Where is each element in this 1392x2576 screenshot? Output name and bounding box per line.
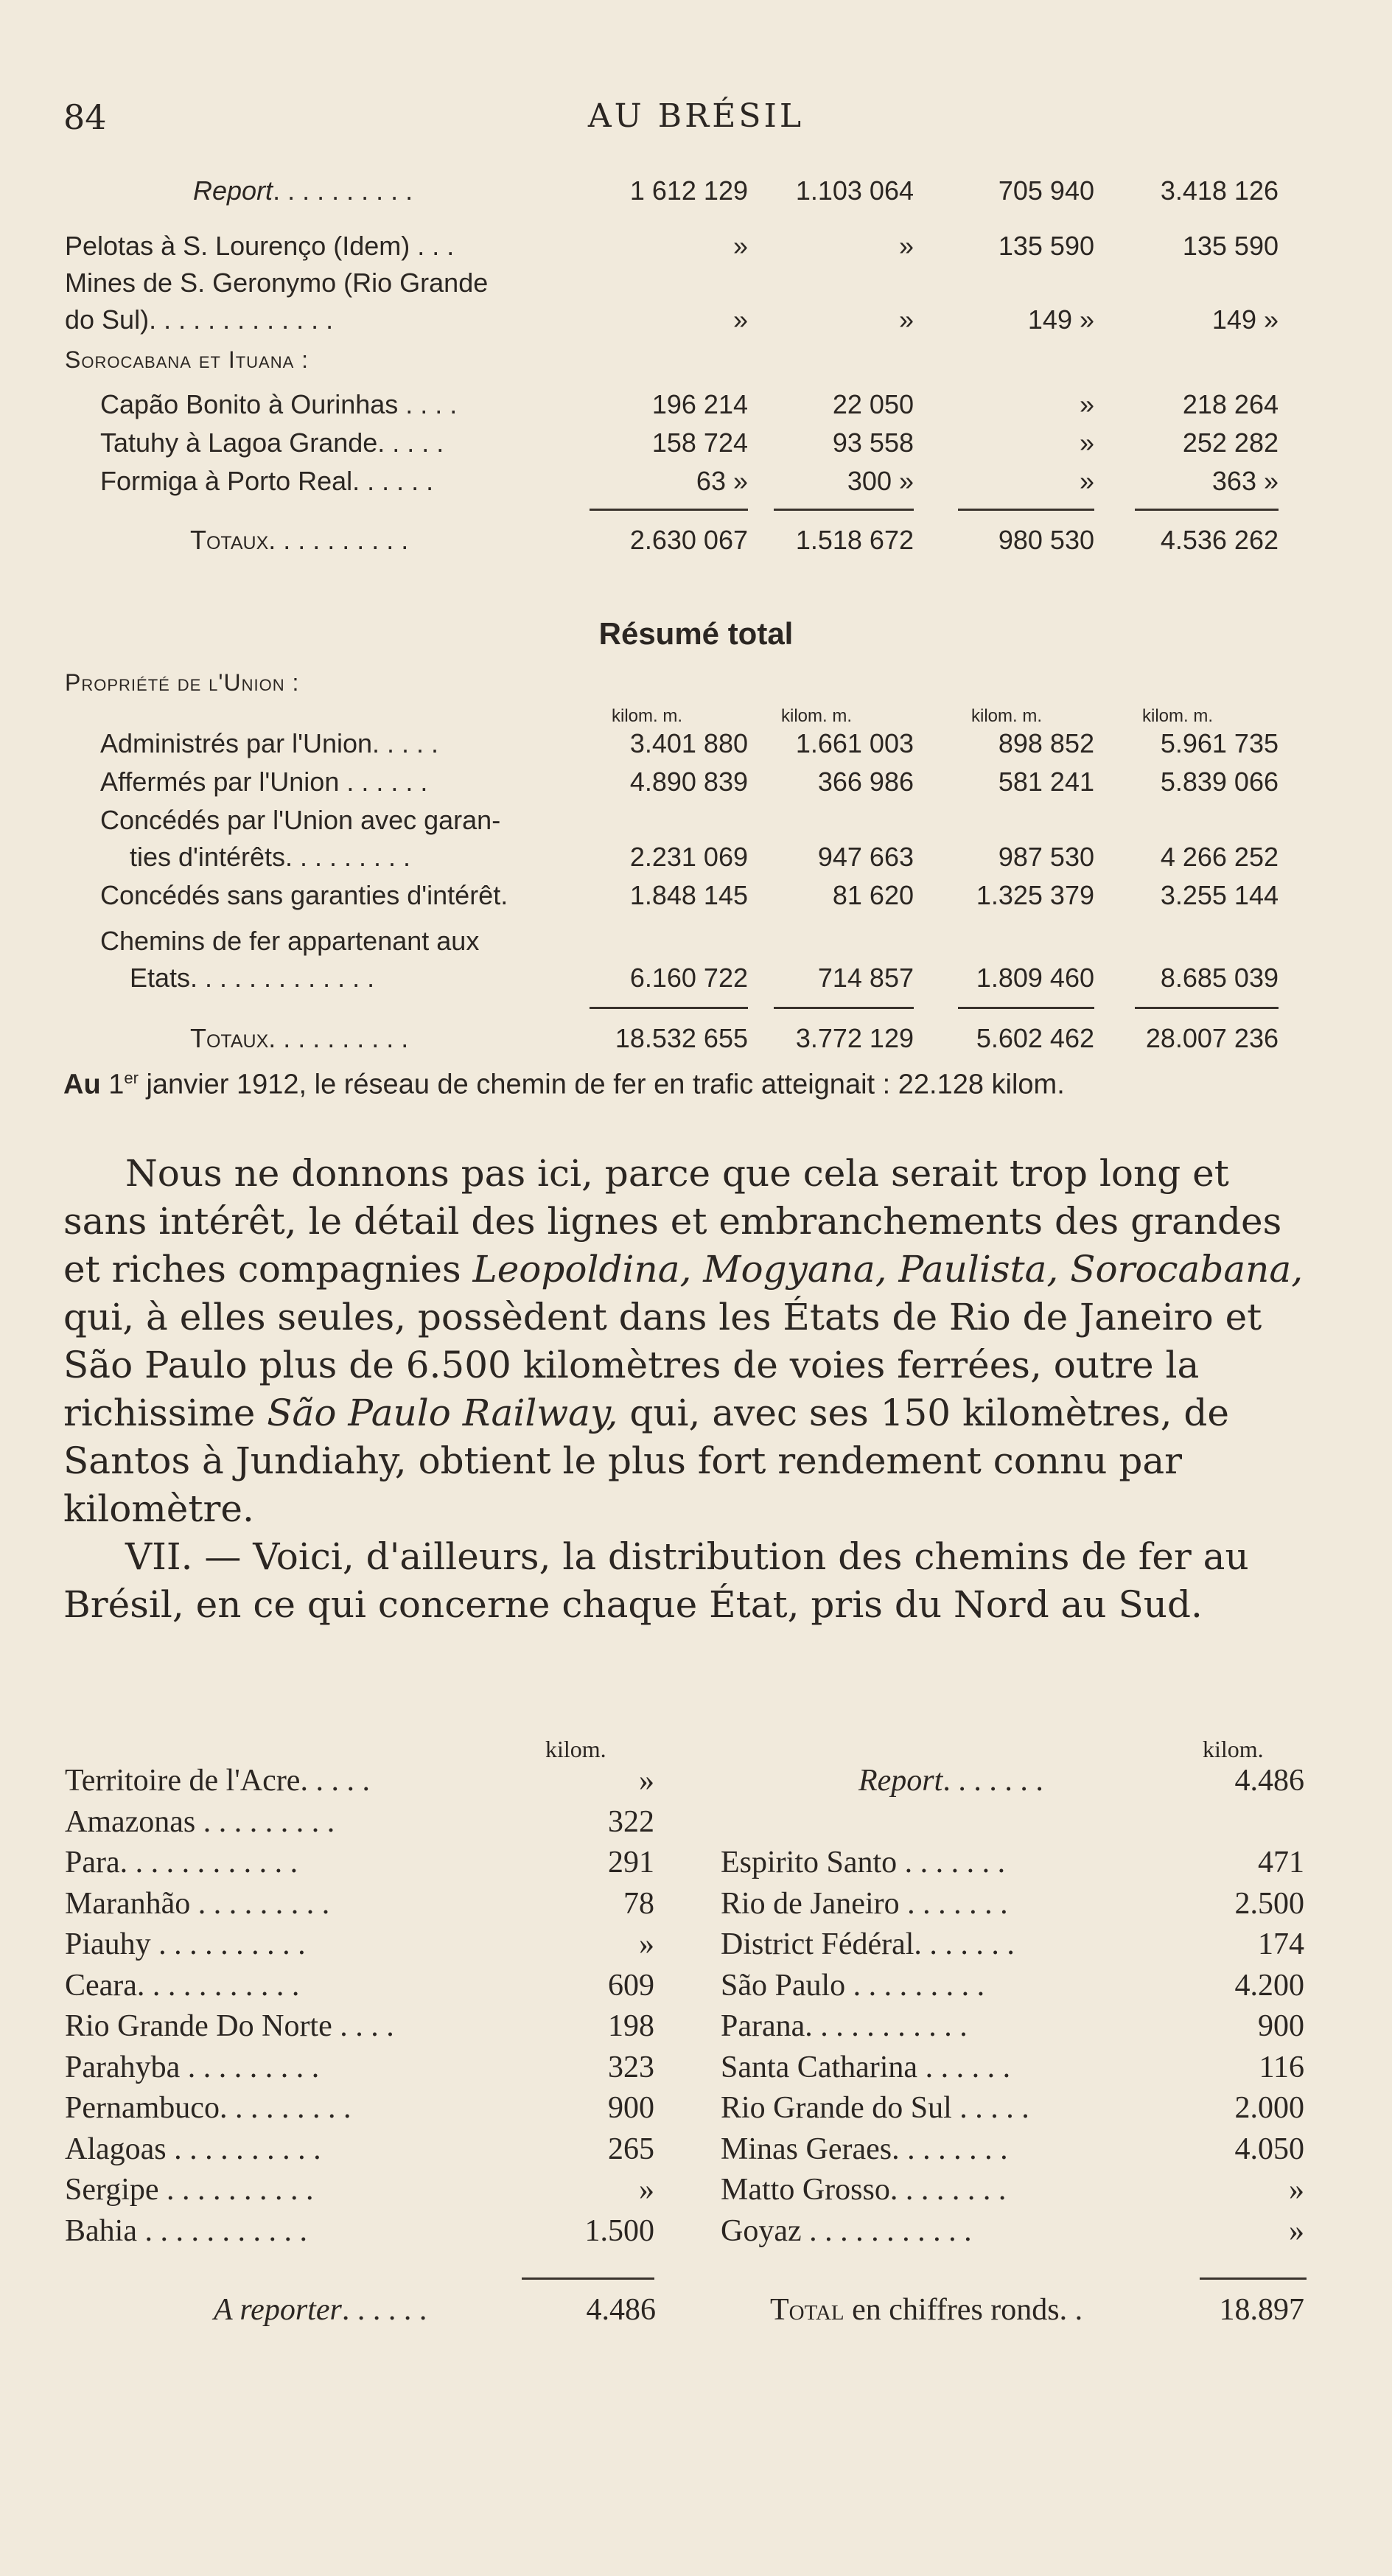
state-row xyxy=(721,1886,1304,1927)
state-name: Rio Grande do Sul . . . . . xyxy=(721,2091,1029,2125)
table-cell: 705 940 xyxy=(998,175,1094,206)
row-label: Affermés par l'Union . . . . . . xyxy=(100,767,428,797)
table-cell: 1 612 129 xyxy=(629,175,748,206)
state-row xyxy=(65,2090,654,2131)
table-cell: 196 214 xyxy=(651,389,748,419)
table-cell: 149 » xyxy=(1027,304,1094,335)
state-km: 2.500 xyxy=(1234,1886,1304,1921)
page-number: 84 xyxy=(63,97,107,137)
table-row xyxy=(0,304,1392,341)
table-row xyxy=(0,466,1392,503)
state-name: Ceara. . . . . . . . . . . xyxy=(65,1968,300,2003)
table-cell: 1.848 145 xyxy=(629,880,748,910)
sum-rule xyxy=(522,2277,654,2280)
state-km: 291 xyxy=(608,1846,654,1879)
table-row xyxy=(0,427,1392,464)
state-name: District Fédéral. . . . . . . xyxy=(721,1927,1015,1961)
totals-label: Totaux xyxy=(190,1023,269,1053)
state-km: 322 xyxy=(608,1804,654,1839)
table-cell: 1.325 379 xyxy=(976,880,1094,910)
table-cell: 4 266 252 xyxy=(1160,842,1279,872)
table-cell: 5.961 735 xyxy=(1160,728,1279,758)
state-name: Espirito Santo . . . . . . . xyxy=(721,1846,1006,1879)
row-label: Mines de S. Geronymo (Rio Grande xyxy=(65,268,489,298)
state-name: Matto Grosso. . . . . . . . xyxy=(721,2173,1007,2207)
totals-label: Totaux xyxy=(190,525,269,555)
state-row xyxy=(65,2008,654,2049)
sum-rule xyxy=(1135,509,1279,511)
table-cell: 135 590 xyxy=(1182,231,1279,261)
state-row xyxy=(65,1845,654,1885)
grand-total-value: 18.897 xyxy=(1219,2293,1304,2327)
table-cell: 18.532 655 xyxy=(615,1023,748,1053)
grand-total-row: Total en chiffres ronds. . 18.897 xyxy=(770,2293,1304,2327)
sum-rule xyxy=(1135,1007,1279,1009)
table-row xyxy=(0,842,1392,879)
table-cell: 714 857 xyxy=(817,963,914,993)
state-name: Bahia . . . . . . . . . . . xyxy=(65,2213,307,2248)
unit-label: kilom. xyxy=(545,1736,606,1762)
state-row xyxy=(65,1804,654,1845)
state-name: Parahyba . . . . . . . . . xyxy=(65,2050,320,2084)
table-cell: » xyxy=(1079,427,1094,458)
state-row xyxy=(721,1927,1304,1967)
table-cell: 3.255 144 xyxy=(1160,880,1279,910)
row-label: Capão Bonito à Ourinhas . . . . xyxy=(100,389,458,419)
table-cell: 581 241 xyxy=(998,767,1094,797)
state-km: 265 xyxy=(608,2132,654,2166)
sum-rule xyxy=(590,509,748,511)
summary-title: Résumé total xyxy=(598,616,794,651)
state-km: » xyxy=(639,1927,654,1961)
sum-rule xyxy=(774,509,914,511)
state-km: » xyxy=(639,2173,654,2207)
unit-label: kilom. m. xyxy=(971,706,1042,726)
table-cell: 2.630 067 xyxy=(629,525,748,555)
sum-rule xyxy=(590,1007,748,1009)
row-label: Pelotas à S. Lourenço (Idem) . . . xyxy=(65,231,455,261)
table-cell: 947 663 xyxy=(817,842,914,872)
report-label: Report xyxy=(193,175,273,206)
state-km: 78 xyxy=(623,1886,654,1921)
table-cell: 3.401 880 xyxy=(629,728,748,758)
carry-over-row: A reporter. . . . . . 4.486 xyxy=(214,2293,656,2327)
table-cell: 2.231 069 xyxy=(629,842,748,872)
body-paragraph: Nous ne donnons pas ici, parce que cela serait trop long et sans intérêt, le détail des lignes et embranchements des grandes et riches compagnies Leopoldina, Mogyana, Paulista, Sorocabana, qui, à elles seules, possèdent dans les États de Rio de Janeiro et São Paulo plus de 6.500 kilomètres de voies ferrées, outre la richissime São Paulo Railway, qui, avec ses 150 kilomètres, de Santos à Jundiahy, obtient le plus fort rendement connu par kilomètre. VII. — Voici, d'ailleurs, la distribution des chemins de fer au Brésil, en ce qui concerne chaque État, pris du Nord au Sud. xyxy=(63,1152,1304,1626)
table-cell: 3.418 126 xyxy=(1160,175,1279,206)
row-label: ties d'intérêts. . . . . . . . . xyxy=(130,842,411,872)
state-name: Santa Catharina . . . . . . xyxy=(721,2050,1011,2084)
sum-rule xyxy=(958,509,1094,511)
state-name: São Paulo . . . . . . . . . xyxy=(721,1968,985,2003)
state-km: 609 xyxy=(608,1968,654,2003)
state-name: Sergipe . . . . . . . . . . xyxy=(65,2173,314,2207)
sum-rule xyxy=(958,1007,1094,1009)
state-row xyxy=(721,2172,1304,2213)
table-row xyxy=(0,389,1392,426)
running-title: AU BRÉSIL xyxy=(587,97,805,135)
unit-label: kilom. m. xyxy=(1142,706,1213,726)
row-label: Concédés sans garanties d'intérêt. xyxy=(100,880,508,910)
row-label: do Sul). . . . . . . . . . . . . xyxy=(65,304,334,335)
report-row: Report. . . . . . . . . . 1 612 129 1.103 064 705 940 3.418 126 xyxy=(193,175,1279,206)
table-cell: » xyxy=(1079,389,1094,419)
state-km: 4.050 xyxy=(1234,2132,1304,2166)
state-km: 900 xyxy=(608,2091,654,2125)
table-row xyxy=(0,926,1392,963)
state-row xyxy=(721,2213,1304,2254)
table-cell: » xyxy=(1079,466,1094,496)
row-label: Etats. . . . . . . . . . . . . xyxy=(130,963,375,993)
units-row xyxy=(0,706,1392,728)
state-row xyxy=(65,2050,654,2090)
state-name: Minas Geraes. . . . . . . . xyxy=(721,2132,1008,2166)
state-km: » xyxy=(639,1764,654,1798)
state-name: Alagoas . . . . . . . . . . xyxy=(65,2132,321,2166)
totals-row: Totaux. . . . . . . . . . 18.532 655 3.772 129 5.602 462 28.007 236 xyxy=(190,1023,1279,1053)
table-cell: 1.518 672 xyxy=(795,525,914,555)
table-cell: 980 530 xyxy=(998,525,1094,555)
state-name: Rio Grande Do Norte . . . . xyxy=(65,2009,394,2043)
state-name: Territoire de l'Acre. . . . . xyxy=(65,1764,370,1798)
row-label: Concédés par l'Union avec garan- xyxy=(100,805,501,835)
state-row xyxy=(721,1968,1304,2008)
state-km: 1.500 xyxy=(584,2213,654,2248)
row-label: Administrés par l'Union. . . . . xyxy=(100,728,439,758)
table-cell: 28.007 236 xyxy=(1145,1023,1279,1053)
row-label: Chemins de fer appartenant aux xyxy=(100,926,480,956)
table-row xyxy=(0,963,1392,999)
table-cell: 252 282 xyxy=(1182,427,1279,458)
table-cell: 81 620 xyxy=(832,880,914,910)
totals-row: Totaux. . . . . . . . . . 2.630 067 1.518 672 980 530 4.536 262 xyxy=(190,525,1279,555)
sum-rule xyxy=(774,1007,914,1009)
network-note: Au 1er janvier 1912, le réseau de chemin de fer en trafic atteignait : 22.128 kilom. xyxy=(63,1069,1065,1100)
carry-over-value: 4.486 xyxy=(586,2293,656,2327)
state-row xyxy=(65,1927,654,1967)
state-name: Piauhy . . . . . . . . . . xyxy=(65,1927,306,1961)
state-row xyxy=(65,1886,654,1927)
table-cell: 93 558 xyxy=(832,427,914,458)
table-cell: 218 264 xyxy=(1182,389,1279,419)
table-cell: 1.103 064 xyxy=(795,175,914,206)
report-label: Report xyxy=(858,1764,943,1798)
state-km: 471 xyxy=(1258,1846,1304,1879)
unit-label: kilom. m. xyxy=(612,706,682,726)
table-cell: 6.160 722 xyxy=(629,963,748,993)
table-cell: 366 986 xyxy=(817,767,914,797)
table-cell: 4.890 839 xyxy=(629,767,748,797)
report-value: 4.486 xyxy=(1234,1764,1304,1798)
state-row xyxy=(721,2008,1304,2049)
state-km: 198 xyxy=(608,2009,654,2043)
row-label: Formiga à Porto Real. . . . . . xyxy=(100,466,434,496)
table-row xyxy=(0,880,1392,917)
state-km: 174 xyxy=(1258,1927,1304,1961)
table-cell: » xyxy=(732,304,748,335)
table-cell: 4.536 262 xyxy=(1160,525,1279,555)
table-row xyxy=(0,805,1392,842)
table-cell: 5.602 462 xyxy=(976,1023,1094,1053)
table-cell: 63 » xyxy=(696,466,748,496)
table-cell: 987 530 xyxy=(998,842,1094,872)
state-km: 2.000 xyxy=(1234,2091,1304,2125)
section-heading: Propriété de l'Union : xyxy=(65,669,300,696)
state-name: Goyaz . . . . . . . . . . . xyxy=(721,2213,972,2248)
state-km: » xyxy=(1289,2173,1304,2207)
state-km: 4.200 xyxy=(1234,1968,1304,2003)
state-km: » xyxy=(1289,2213,1304,2248)
state-row xyxy=(721,2090,1304,2131)
state-name: Pernambuco. . . . . . . . . xyxy=(65,2091,352,2125)
table-cell: 898 852 xyxy=(998,728,1094,758)
table-cell: » xyxy=(898,231,914,261)
table-row xyxy=(0,231,1392,268)
table-cell: 1.809 460 xyxy=(976,963,1094,993)
table-cell: 158 724 xyxy=(651,427,748,458)
state-km: 116 xyxy=(1259,2050,1304,2084)
table-cell: 3.772 129 xyxy=(795,1023,914,1053)
state-km: 900 xyxy=(1258,2009,1304,2043)
state-row xyxy=(721,1845,1304,1885)
state-name: Parana. . . . . . . . . . . xyxy=(721,2009,968,2043)
table-cell: 22 050 xyxy=(832,389,914,419)
state-name: Rio de Janeiro . . . . . . . xyxy=(721,1886,1008,1921)
unit-label: kilom. xyxy=(1203,1736,1264,1762)
state-name: Maranhão . . . . . . . . . xyxy=(65,1886,330,1921)
state-row xyxy=(721,2132,1304,2172)
table-cell: 5.839 066 xyxy=(1160,767,1279,797)
carry-over-label: A reporter xyxy=(214,2293,342,2327)
state-row xyxy=(65,2172,654,2213)
unit-label: kilom. m. xyxy=(781,706,852,726)
table-cell: 8.685 039 xyxy=(1160,963,1279,993)
table-cell: 363 » xyxy=(1211,466,1279,496)
table-row xyxy=(0,728,1392,765)
table-cell: 135 590 xyxy=(998,231,1094,261)
state-row xyxy=(721,2050,1304,2090)
state-row xyxy=(65,1968,654,2008)
state-name: Para. . . . . . . . . . . . xyxy=(65,1846,298,1879)
table-cell: » xyxy=(732,231,748,261)
state-row xyxy=(65,1763,654,1804)
sum-rule xyxy=(1200,2277,1307,2280)
report-row: Report. . . . . . . 4.486 xyxy=(858,1764,1304,1798)
state-name: Amazonas . . . . . . . . . xyxy=(65,1804,335,1839)
table-cell: 300 » xyxy=(847,466,914,496)
section-heading: Sorocabana et Ituana : xyxy=(65,346,309,373)
row-label: Tatuhy à Lagoa Grande. . . . . xyxy=(100,427,444,458)
state-km: 323 xyxy=(608,2050,654,2084)
state-row xyxy=(65,2132,654,2172)
table-cell: 1.661 003 xyxy=(795,728,914,758)
table-cell: » xyxy=(898,304,914,335)
table-row xyxy=(0,767,1392,803)
state-row xyxy=(65,2213,654,2254)
table-row xyxy=(0,268,1392,304)
table-cell: 149 » xyxy=(1211,304,1279,335)
